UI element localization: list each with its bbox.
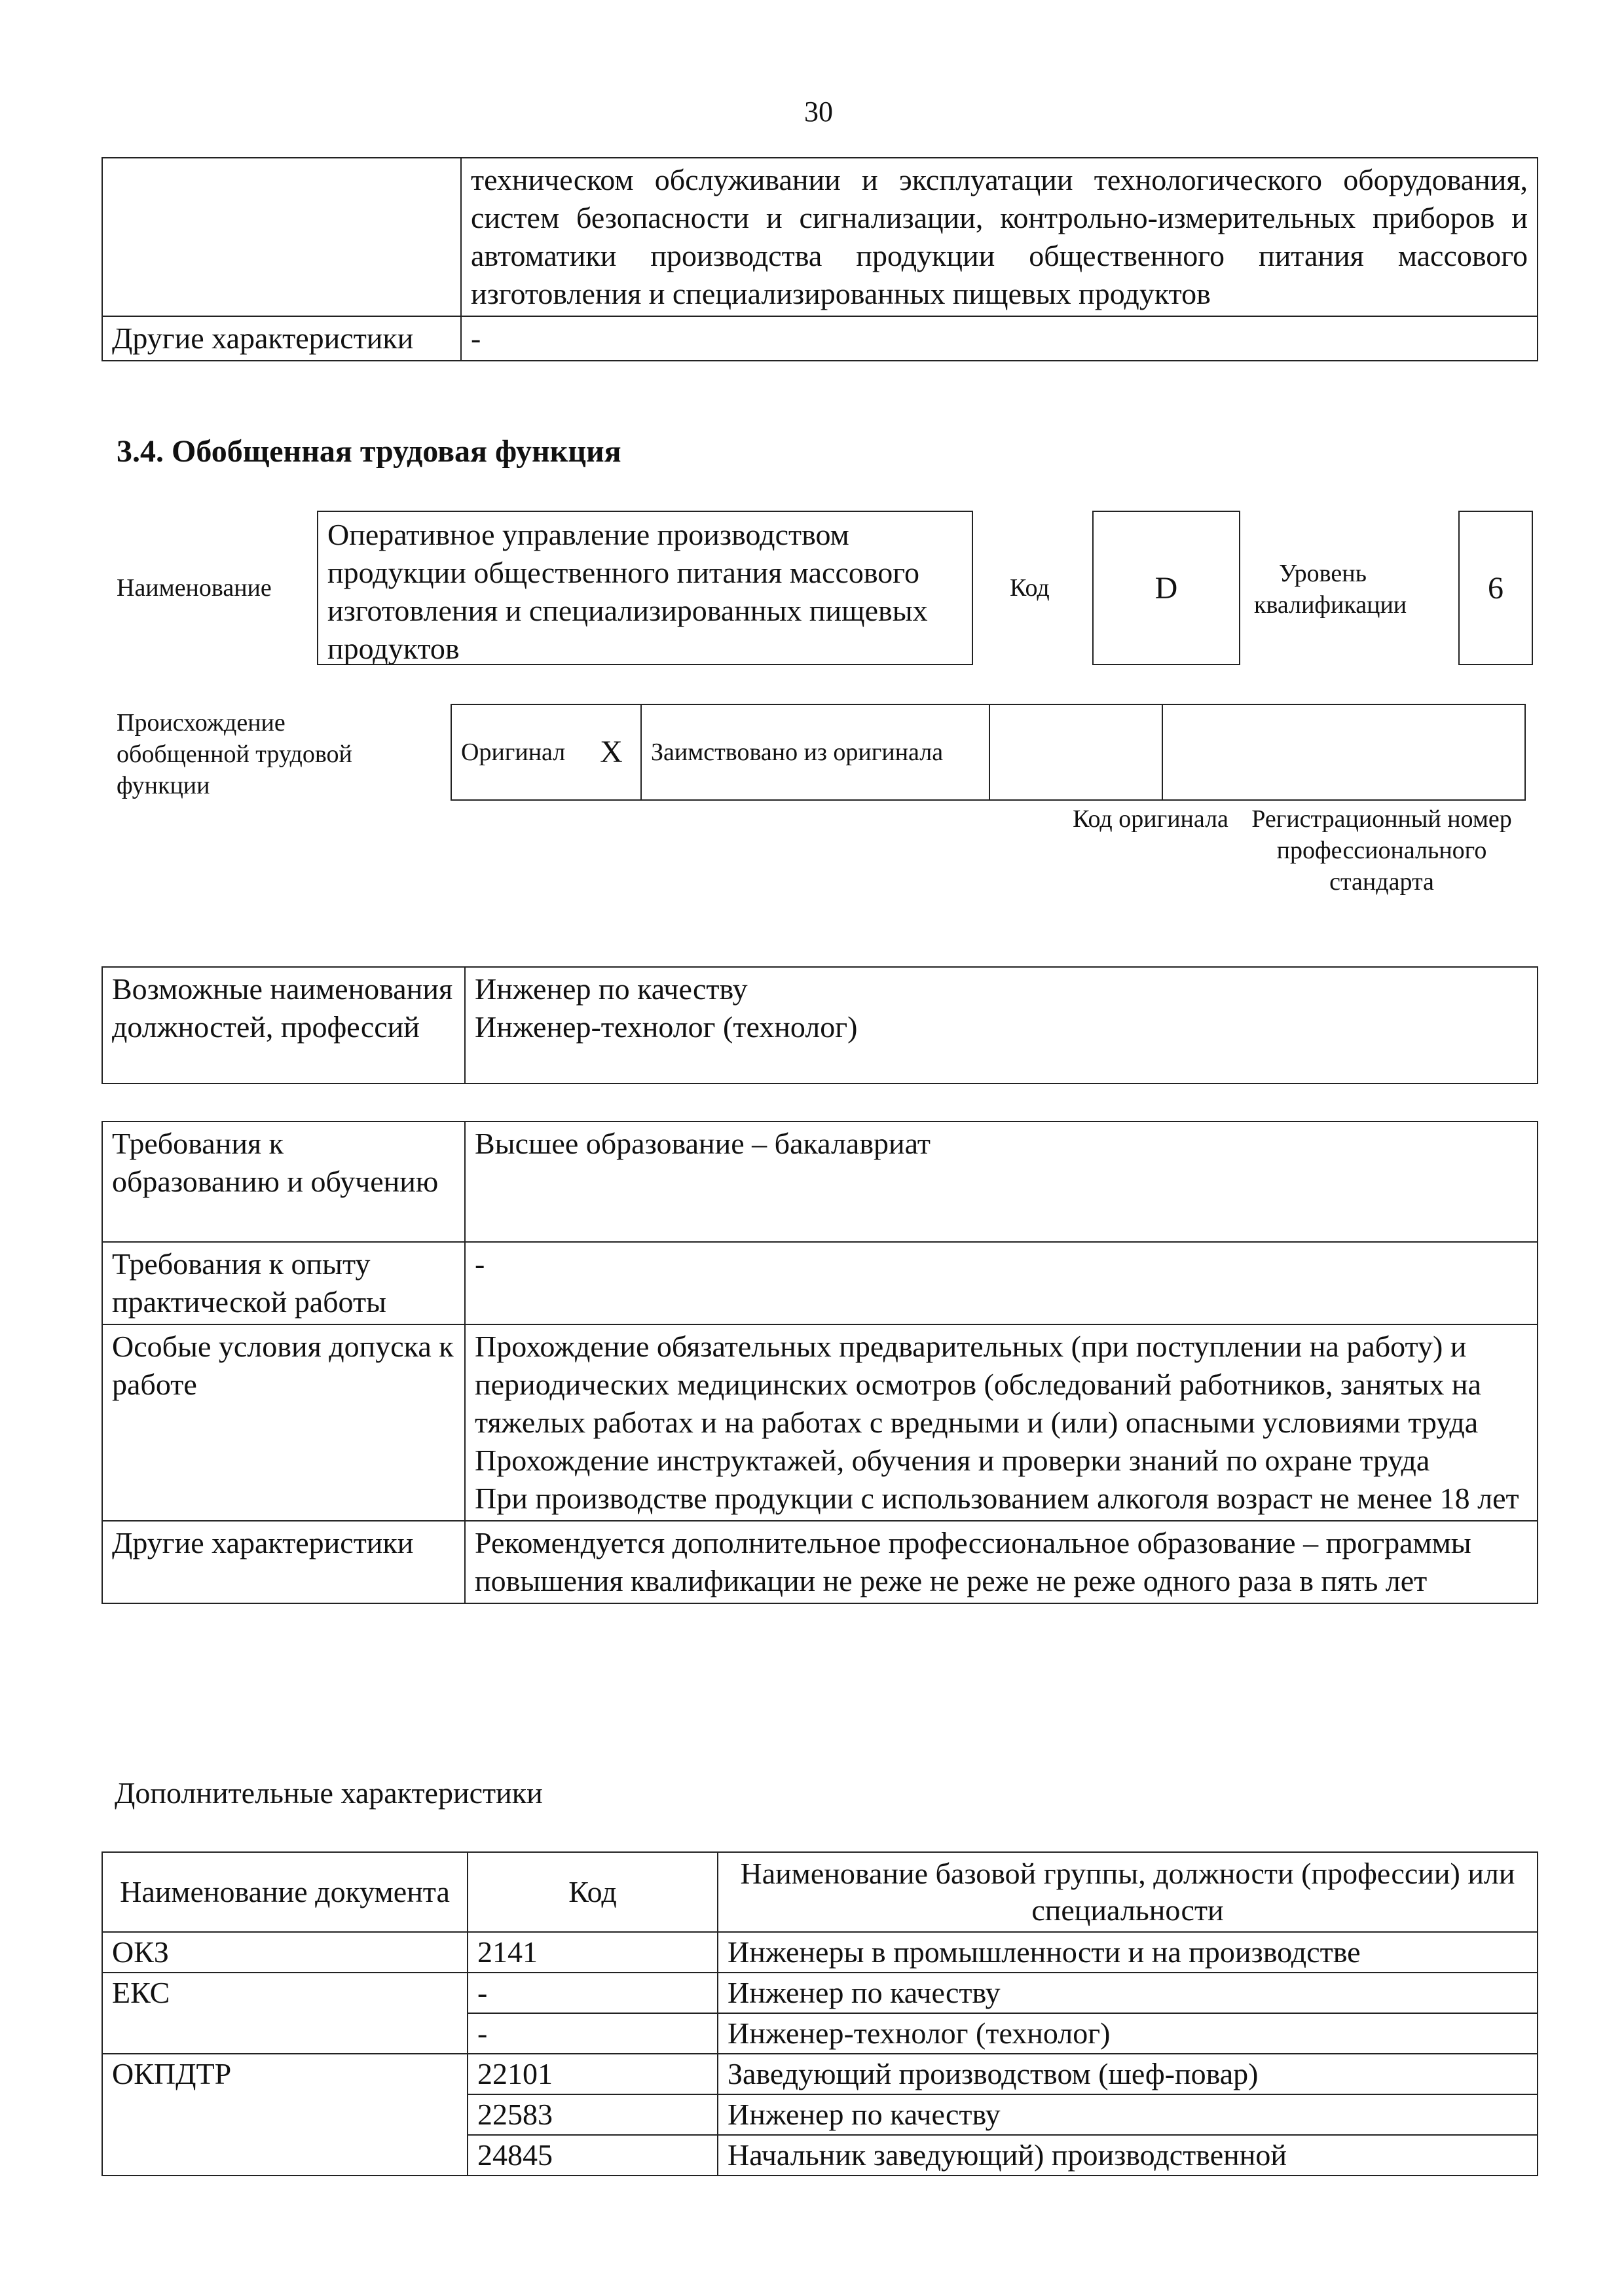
table-row: [102, 1242, 1538, 1324]
section-title: 3.4. Обобщенная трудовая функция: [117, 434, 621, 469]
doc-cell: ЕКС: [102, 1973, 468, 2013]
code-cell: 22583: [468, 2094, 718, 2135]
original-mark: X: [582, 704, 641, 800]
original-label: Оригинал: [451, 704, 582, 800]
requirement-line: Прохождение инструктажей, обучения и проверки знаний по охране труда: [475, 1444, 1430, 1477]
requirements-table: [101, 1121, 1538, 1604]
code-label: Код: [1010, 574, 1050, 602]
table-row: [102, 2013, 1538, 2054]
borrowed-label: Заимствовано из оригинала: [641, 704, 989, 800]
table-row: [102, 2094, 1538, 2135]
code-cell: 2141: [468, 1932, 718, 1973]
table-row: [102, 1973, 1538, 2013]
level-label: Уровень квалификации: [1254, 560, 1407, 619]
requirement-value: -: [465, 1242, 1538, 1324]
doc-cell: ОКПДТР: [102, 2054, 468, 2094]
table-row: [102, 2054, 1538, 2094]
requirement-line: При производстве продукции с использованием алкоголя возраст не менее 18 лет: [475, 1482, 1519, 1515]
requirement-label: Требования к образованию и обучению: [102, 1121, 465, 1242]
registration-number-cell: [1162, 704, 1525, 800]
code-cell: -: [468, 2013, 718, 2054]
code-value: D: [1092, 511, 1240, 665]
continuation-table: [101, 157, 1538, 361]
group-name-cell: Начальник заведующий) производственной: [718, 2135, 1538, 2176]
group-name-cell: Заведующий производством (шеф-повар): [718, 2054, 1538, 2094]
code-cell: -: [468, 1973, 718, 2013]
origin-table: [451, 704, 1526, 801]
additional-characteristics-heading: Дополнительные характеристики: [115, 1776, 543, 1810]
code-cell: 24845: [468, 2135, 718, 2176]
group-name-cell: Инженеры в промышленности и на производстве: [718, 1932, 1538, 1973]
name-label: Наименование: [117, 574, 272, 602]
doc-cell: [102, 2013, 468, 2054]
job-titles-values: [465, 967, 1538, 1084]
other-characteristics-label: Другие характеристики: [102, 316, 461, 361]
table-header-row: [102, 1852, 1538, 1932]
function-name: Оперативное управление производством продукции общественного питания массового изготовления и специализированных пищевых продуктов: [317, 511, 973, 665]
table-row: [102, 316, 1538, 361]
requirement-label: Требования к опыту практической работы: [102, 1242, 465, 1324]
requirement-value: [465, 1324, 1538, 1521]
table-row: [102, 1932, 1538, 1973]
registration-number-caption: Регистрационный номер профессионального стандарта: [1251, 805, 1512, 896]
job-title: Инженер по качеству: [475, 972, 748, 1006]
code-cell: 22101: [468, 2054, 718, 2094]
column-header: Код: [468, 1852, 718, 1932]
requirement-label: Другие характеристики: [102, 1521, 465, 1603]
table-row: [102, 158, 1538, 316]
doc-cell: [102, 2094, 468, 2135]
table-row: [451, 704, 1525, 800]
original-code-caption: Код оригинала: [1073, 805, 1228, 833]
empty-cell: [102, 158, 461, 316]
requirement-label: Особые условия допуска к работе: [102, 1324, 465, 1521]
requirement-value: Рекомендуется дополнительное профессиональное образование – программы повышения квалификации не реже не реже не реже одного раза в пять лет: [465, 1521, 1538, 1603]
column-header: Наименование документа: [102, 1852, 468, 1932]
continuation-text: техническом обслуживании и эксплуатации технологического оборудования, систем безопасности и сигнализации, контрольно-измерительных приборов и автоматики производства продукции общественного питания массового изготовления и специализированных пищевых продуктов: [461, 158, 1538, 316]
table-row: [102, 1521, 1538, 1603]
additional-characteristics-table: [101, 1851, 1538, 2176]
table-row: [102, 1121, 1538, 1242]
table-row: [102, 2135, 1538, 2176]
column-header: Наименование базовой группы, должности (профессии) или специальности: [718, 1852, 1538, 1932]
job-titles-label: Возможные наименования должностей, профессий: [102, 967, 465, 1084]
group-name-cell: Инженер по качеству: [718, 2094, 1538, 2135]
table-row: [102, 1324, 1538, 1521]
other-characteristics-value: -: [461, 316, 1538, 361]
requirement-line: Прохождение обязательных предварительных (при поступлении на работу) и периодических медицинских осмотров (обследований работников, занятых на тяжелых работах и на работах с вредными и (или) опасными условиями труда: [475, 1330, 1481, 1439]
job-title: Инженер-технолог (технолог): [475, 1010, 858, 1044]
group-name-cell: Инженер-технолог (технолог): [718, 2013, 1538, 2054]
original-code-cell: [989, 704, 1162, 800]
doc-cell: ОКЗ: [102, 1932, 468, 1973]
requirement-value: Высшее образование – бакалавриат: [465, 1121, 1538, 1242]
job-titles-table: [101, 966, 1538, 1084]
page-number: 30: [804, 96, 833, 128]
level-value: 6: [1458, 511, 1533, 665]
table-row: [102, 967, 1538, 1084]
doc-cell: [102, 2135, 468, 2176]
group-name-cell: Инженер по качеству: [718, 1973, 1538, 2013]
origin-label: Происхождение обобщенной трудовой функции: [117, 709, 352, 799]
